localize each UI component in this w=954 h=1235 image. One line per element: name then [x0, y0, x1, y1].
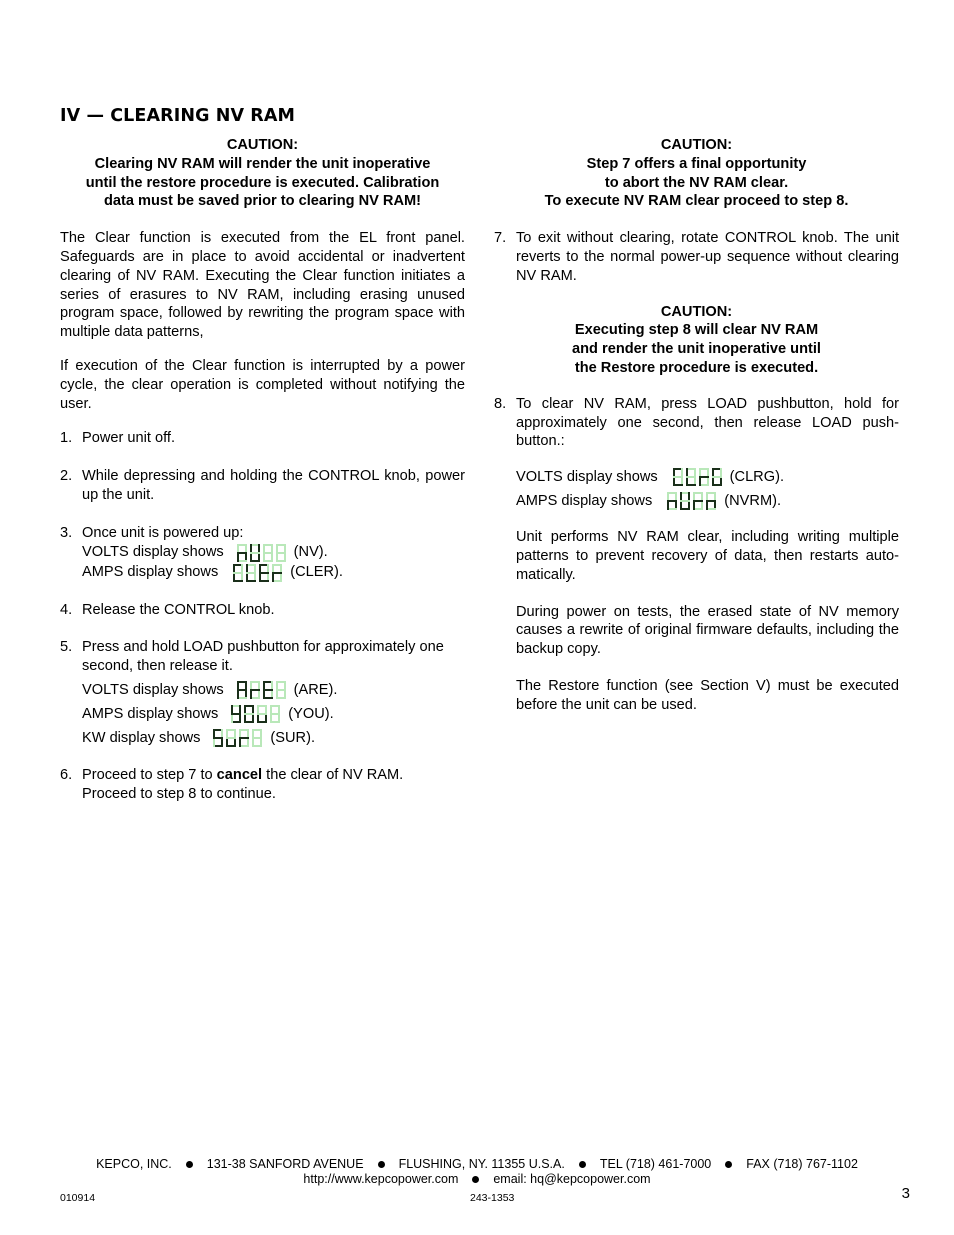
caution-line: Step 7 offers a final opportunity [586, 155, 807, 172]
step-6 [60, 766, 465, 804]
amps-display-line [516, 491, 899, 511]
segment-digit [264, 545, 272, 561]
footer-web-link[interactable]: http://www.kepcopower.com [303, 1172, 459, 1186]
step-paragraph: During power on tests, the erased state of NV memory causes a rewrite of original firmware defaults, including the backup copy. [516, 603, 899, 658]
footer-fax: FAX (718) 767-1102 [746, 1157, 858, 1171]
step-text: Proceed to step 7 to [82, 766, 217, 783]
segment-digit [707, 493, 715, 509]
step-3 [60, 524, 465, 583]
document-code: 243-1353 [470, 1192, 515, 1204]
step-text: Press and hold LOAD pushbutton for approximately one second, then release it. [82, 639, 444, 675]
segment-digit [700, 469, 708, 485]
footer-web-line [0, 1172, 954, 1187]
segment-digit [238, 682, 246, 698]
step-number: 6. [60, 766, 73, 783]
left-column [60, 136, 465, 804]
step-text: Power unit off. [82, 430, 176, 447]
display-label: VOLTS display shows [82, 544, 224, 561]
segment-digit [234, 565, 242, 581]
bullet-dot-icon [725, 1161, 732, 1168]
step-7 [494, 229, 899, 285]
step-paragraph: The Restore function (see Section V) must be executed before the unit can be used. [516, 677, 899, 713]
display-code: (YOU). [288, 705, 334, 722]
section-heading: IV — CLEARING NV RAM [60, 106, 296, 126]
segment-digit [240, 730, 248, 746]
step-text: While depressing and holding the CONTROL knob, power up the unit. [82, 468, 465, 503]
segment-digit [694, 493, 702, 509]
segment-digit [227, 730, 235, 746]
segment-digit [687, 469, 695, 485]
bullet-dot-icon [186, 1161, 193, 1168]
segment-digit [681, 493, 689, 509]
segment-digit [277, 682, 285, 698]
display-code: (ARE). [293, 681, 338, 698]
seven-segment-display-icon [230, 704, 282, 724]
footer-contact-line [0, 1157, 954, 1172]
footer-company: KEPCO, INC. [96, 1157, 172, 1171]
intro-paragraph: The Clear function is executed from the EL front panel. Safeguards are in place to avoid accidental or inadvertent clearing of NV RAM. Executing the Clear function initiates a series of erasures to NV RAM, including erasing unused program space, followed by rewriting the program space with multiple data patterns, [60, 230, 465, 341]
amps-display-line [82, 563, 465, 583]
step-text: To exit without clearing, rotate CONTROL knob. The unit reverts to the normal power-up sequence without clearing NV RAM. [516, 230, 899, 284]
segment-digit [232, 706, 240, 722]
step-text: Once unit is powered up: [82, 524, 244, 541]
segment-digit [253, 730, 261, 746]
date-code: 010914 [60, 1192, 96, 1204]
display-label: VOLTS display shows [516, 468, 658, 485]
segment-digit [271, 706, 279, 722]
display-code: (CLRG). [729, 468, 784, 485]
caution-block-abort [494, 136, 899, 211]
seven-segment-display-icon [236, 543, 288, 563]
caution-title: CAUTION: [660, 137, 733, 153]
bullet-dot-icon [579, 1161, 586, 1168]
segment-digit [277, 545, 285, 561]
display-label: AMPS display shows [82, 705, 219, 722]
segment-digit [245, 706, 253, 722]
step-number: 4. [60, 601, 73, 618]
footer-email-link[interactable]: email: hq@kepcopower.com [493, 1172, 651, 1186]
caution-line: the Restore procedure is executed. [574, 359, 819, 376]
amps-display-line [82, 704, 465, 724]
step-paragraph: Unit performs NV RAM clear, including writing multiple patterns to prevent recovery of data, then restarts auto-matically. [516, 529, 899, 583]
seven-segment-display-icon [666, 491, 718, 511]
step-text: the clear of NV RAM. [262, 766, 404, 783]
caution-line: and render the unit inoperative until [572, 341, 821, 358]
segment-digit [260, 565, 268, 581]
caution-line: Executing step 8 will clear NV RAM [574, 322, 819, 339]
caution-line: To execute NV RAM clear proceed to step 8. [544, 193, 849, 210]
step-5 [60, 638, 465, 748]
step-number: 2. [60, 468, 73, 485]
segment-digit [273, 565, 281, 581]
footer-city: FLUSHING, NY. 11355 U.S.A. [398, 1157, 565, 1171]
caution-line: to abort the NV RAM clear. [604, 174, 789, 191]
caution-line: Clearing NV RAM will render the unit inoperative [94, 155, 431, 172]
segment-digit [238, 545, 246, 561]
segment-digit [713, 469, 721, 485]
volts-display-line [82, 543, 465, 563]
caution-title: CAUTION: [226, 137, 299, 153]
caution-line: until the restore procedure is executed. Calibration [85, 174, 440, 191]
segment-digit [214, 730, 222, 746]
step-text-bold: cancel [216, 766, 263, 783]
segment-digit [264, 682, 272, 698]
interrupt-paragraph: If execution of the Clear function is interrupted by a power cycle, the clear operation is completed without notifying the user. [60, 357, 465, 412]
display-code: (NV). [293, 544, 328, 561]
step-text: Proceed to step 8 to continue. [82, 785, 276, 802]
seven-segment-display-icon [672, 467, 724, 487]
step-text: To clear NV RAM, press LOAD pushbutton, hold for approximately one second, then release LOAD push-button.: [516, 395, 899, 450]
segment-digit [258, 706, 266, 722]
display-code: (SUR). [270, 729, 316, 746]
seven-segment-display-icon [212, 728, 264, 748]
display-label: VOLTS display shows [82, 681, 224, 698]
segment-digit [247, 565, 255, 581]
display-code: (CLER). [290, 564, 343, 581]
segment-digit [251, 682, 259, 698]
kw-display-line [82, 728, 465, 748]
footer-tel: TEL (718) 461-7000 [599, 1157, 712, 1171]
footer-address: 131-38 SANFORD AVENUE [206, 1157, 364, 1171]
step-8 [494, 395, 899, 715]
seven-segment-display-icon [236, 680, 288, 700]
step-4 [60, 601, 465, 620]
segment-digit [251, 545, 259, 561]
volts-display-line [516, 467, 899, 487]
right-column [494, 136, 899, 715]
step-number: 7. [494, 230, 507, 247]
step-number: 3. [60, 524, 73, 541]
bullet-dot-icon [378, 1161, 385, 1168]
step-1 [60, 429, 465, 448]
caution-block-execute [494, 303, 899, 378]
step-number: 5. [60, 639, 73, 656]
step-number: 1. [60, 430, 73, 447]
step-number: 8. [494, 395, 507, 412]
segment-digit [668, 493, 676, 509]
step-text: Release the CONTROL knob. [82, 601, 275, 618]
caution-title: CAUTION: [660, 303, 733, 320]
seven-segment-display-icon [232, 563, 284, 583]
display-code: (NVRM). [724, 492, 782, 509]
display-label: AMPS display shows [516, 492, 653, 509]
display-label: KW display shows [82, 729, 201, 746]
caution-block-clear [60, 136, 465, 211]
caution-line: data must be saved prior to clearing NV RAM! [103, 193, 422, 210]
bullet-dot-icon [472, 1176, 479, 1183]
volts-display-line [82, 680, 465, 700]
segment-digit [674, 469, 682, 485]
step-2 [60, 467, 465, 505]
display-label: AMPS display shows [82, 564, 219, 581]
page-number: 3 [901, 1185, 910, 1202]
